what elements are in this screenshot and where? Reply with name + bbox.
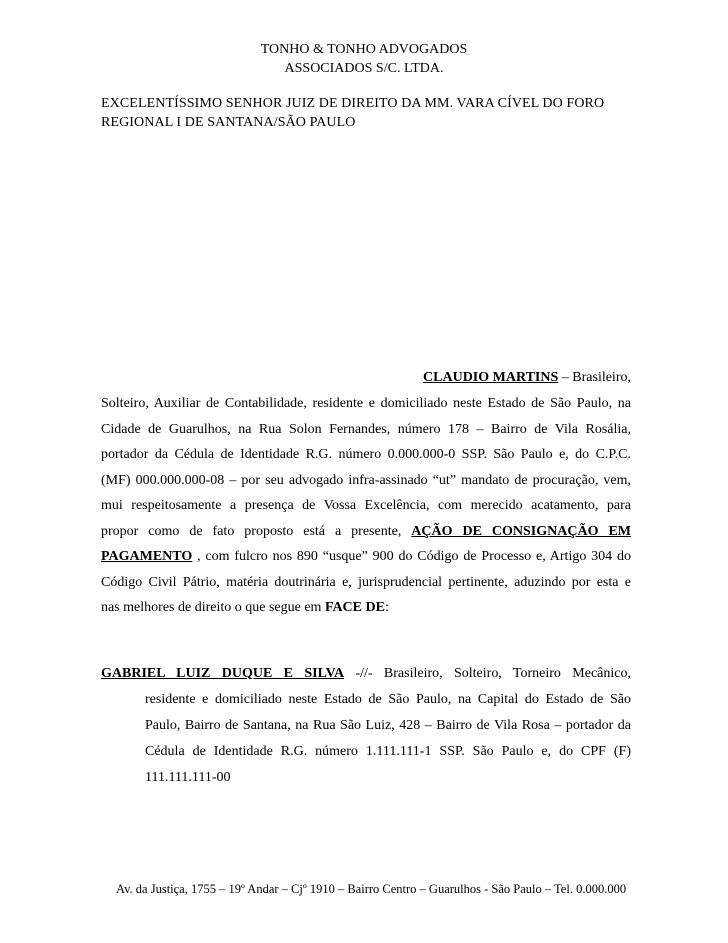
defendant-line-4: Cédula de Identidade R.G. número 1.111.111-1 SSP. São Paulo e, do CPF (F) <box>145 744 631 759</box>
body-line-4: portador da Cédula de Identidade R.G. número 0.000.000-0 SSP. São Paulo e, do C.P.C. <box>101 447 631 462</box>
body-line-9: Código Civil Pátrio, matéria doutrinária e, jurisprudencial pertinente, aduzindo por esta e <box>101 575 631 590</box>
footer-address: Av. da Justiça, 1755 – 19º Andar – Cjº 1910 – Bairro Centro – Guarulhos - São Paulo – Tel. 0.000.000 <box>116 882 627 896</box>
body-line-5: (MF) 000.000.000-08 – por seu advogado infra-assinado “ut” mandato de procuração, vem, <box>101 473 631 488</box>
body-line-7 <box>101 524 631 540</box>
plaintiff-name: CLAUDIO MARTINS <box>423 370 559 385</box>
body-line-3: Cidade de Guarulhos, na Rua Solon Fernandes, número 178 – Bairro de Vila Rosália, <box>101 422 631 437</box>
defendant-line-2: residente e domiciliado neste Estado de São Paulo, na Capital do Estado de São <box>145 692 631 707</box>
firm-name-line2: ASSOCIADOS S/C. LTDA. <box>284 61 444 76</box>
defendant-line-1 <box>101 666 631 682</box>
body-line-10-text: nas melhores de direito o que segue em <box>101 600 325 615</box>
firm-name-line1: TONHO & TONHO ADVOGADOS <box>260 42 468 57</box>
body-line-7-text: propor como de fato proposto está a presente, <box>101 524 412 539</box>
court-addressee: EXCELENTÍSSIMO SENHOR JUIZ DE DIREITO DA MM. VARA CÍVEL DO FORO REGIONAL I DE SANTANA/SÃO PAULO <box>101 96 605 130</box>
body-line-2: Solteiro, Auxiliar de Contabilidade, residente e domiciliado neste Estado de São Paulo, na <box>101 396 631 411</box>
face-de-label: FACE DE <box>324 600 385 615</box>
body-line-6: mui respeitosamente a presença de Vossa Excelência, com merecido acatamento, para <box>101 498 631 513</box>
body-line-10 <box>101 600 389 616</box>
plaintiff-nationality: – Brasileiro, <box>558 370 631 385</box>
defendant-line-5: 111.111.111-00 <box>145 770 231 785</box>
action-title-part1: AÇÃO DE CONSIGNAÇÃO EM <box>411 524 631 539</box>
defendant-name: GABRIEL LUIZ DUQUE E SILVA <box>101 666 345 681</box>
defendant-line-3: Paulo, Bairro de Santana, na Rua São Luiz, 428 – Bairro de Vila Rosa – portador da <box>145 718 631 733</box>
action-title-part2: PAGAMENTO <box>101 549 193 564</box>
body-line-8 <box>101 549 631 565</box>
plaintiff-intro-line <box>397 370 631 386</box>
body-line-10-colon: : <box>384 600 389 615</box>
body-line-8-text: , com fulcro nos 890 “usque” 900 do Código de Processo e, Artigo 304 do <box>192 549 631 564</box>
defendant-line-1-text: -//- Brasileiro, Solteiro, Torneiro Mecânico, <box>344 666 631 681</box>
